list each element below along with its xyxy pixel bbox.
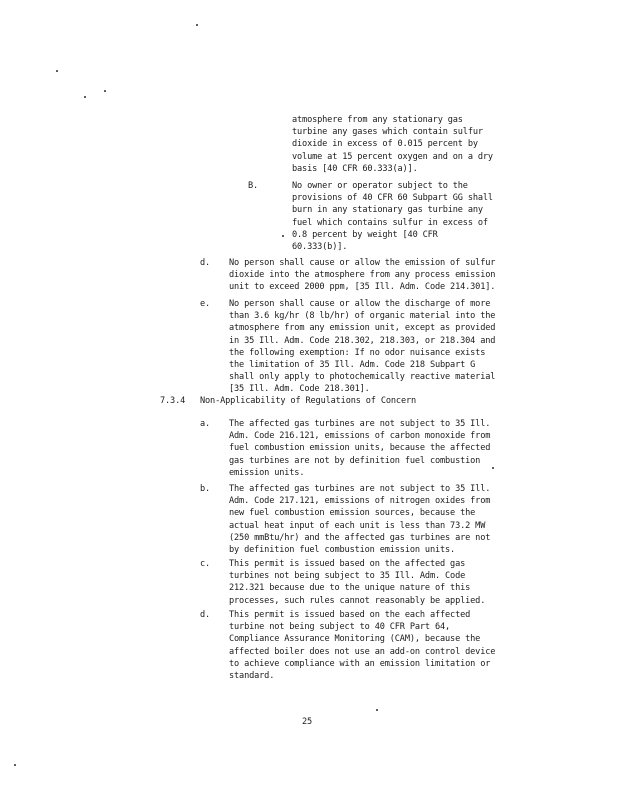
section-item-b-label: b.: [200, 484, 211, 494]
section-item-a-text: The affected gas turbines are not subject to 35 Ill. Adm. Code 216.121, emissions of carbon monoxide from fuel combustion emission units, because the affected gas turbines are not by definition fuel combustion emission units.: [229, 419, 491, 478]
scan-speck: [282, 235, 284, 237]
section-number: 7.3.4: [160, 396, 186, 406]
section-item-b-text: The affected gas turbines are not subject to 35 Ill. Adm. Code 217.121, emissions of nitrogen oxides from new fuel combustion emission sources, because the actual heat input of each unit is less than 73.2 MW (250 mmBtu/hr) and the affected gas turbines are not by definition fuel combustion emission units.: [229, 484, 491, 556]
section-item-d-text: This permit is issued based on the each affected turbine not being subject to 40 CFR Part 64, Compliance Assurance Monitoring (CAM), because the affected boiler does not use an add-on control device to achieve compliance with an emission limitation or standard.: [229, 610, 496, 682]
section-item-c-text: This permit is issued based on the affected gas turbines not being subject to 35 Ill. Adm. Code 212.321 because due to the unique nature of this processes, such rules cannot reasonably be applied.: [229, 559, 486, 606]
scan-speck: [56, 70, 58, 72]
section-item-d-label: d.: [200, 610, 211, 620]
section-item-a-label: a.: [200, 419, 211, 429]
item-c-continuation-text: atmosphere from any stationary gas turbine any gases which contain sulfur dioxide in excess of 0.015 percent by volume at 15 percent oxygen and on a dry basis [40 CFR 60.333(a)].: [292, 115, 493, 174]
scan-speck: [104, 90, 106, 92]
page-number: 25: [302, 717, 313, 727]
scan-speck: [84, 96, 86, 98]
item-b-text: No owner or operator subject to the provisions of 40 CFR 60 Subpart GG shall burn in any stationary gas turbine any fuel which contains sulfur in excess of 0.8 percent by weight [40 CFR 60.333(b)].: [292, 181, 493, 253]
scan-speck: [376, 709, 378, 711]
item-d-label: d.: [200, 258, 211, 268]
scan-speck: [14, 764, 16, 766]
section-title: Non-Applicability of Regulations of Concern: [200, 396, 417, 406]
item-e-text: No person shall cause or allow the discharge of more than 3.6 kg/hr (8 lb/hr) of organic material into the atmosphere from any emission unit, except as provided in 35 Ill. Adm. Code 218.302, 218.303, or 218.304 and the following exemption: If no odor nuisance exists the limitation of 35 Ill. Adm. Code 218 Subpart G shall only apply to photochemically reactive material [35 Ill. Adm. Code 218.301].: [229, 299, 496, 395]
item-d-text: No person shall cause or allow the emission of sulfur dioxide into the atmosphere from any process emission unit to exceed 2000 ppm, [35 Ill. Adm. Code 214.301].: [229, 258, 496, 293]
section-item-c-label: c.: [200, 559, 211, 569]
scan-speck: [196, 24, 198, 26]
item-e-label: e.: [200, 299, 211, 309]
item-b-label: B.: [248, 181, 259, 191]
scan-speck: [492, 467, 494, 469]
